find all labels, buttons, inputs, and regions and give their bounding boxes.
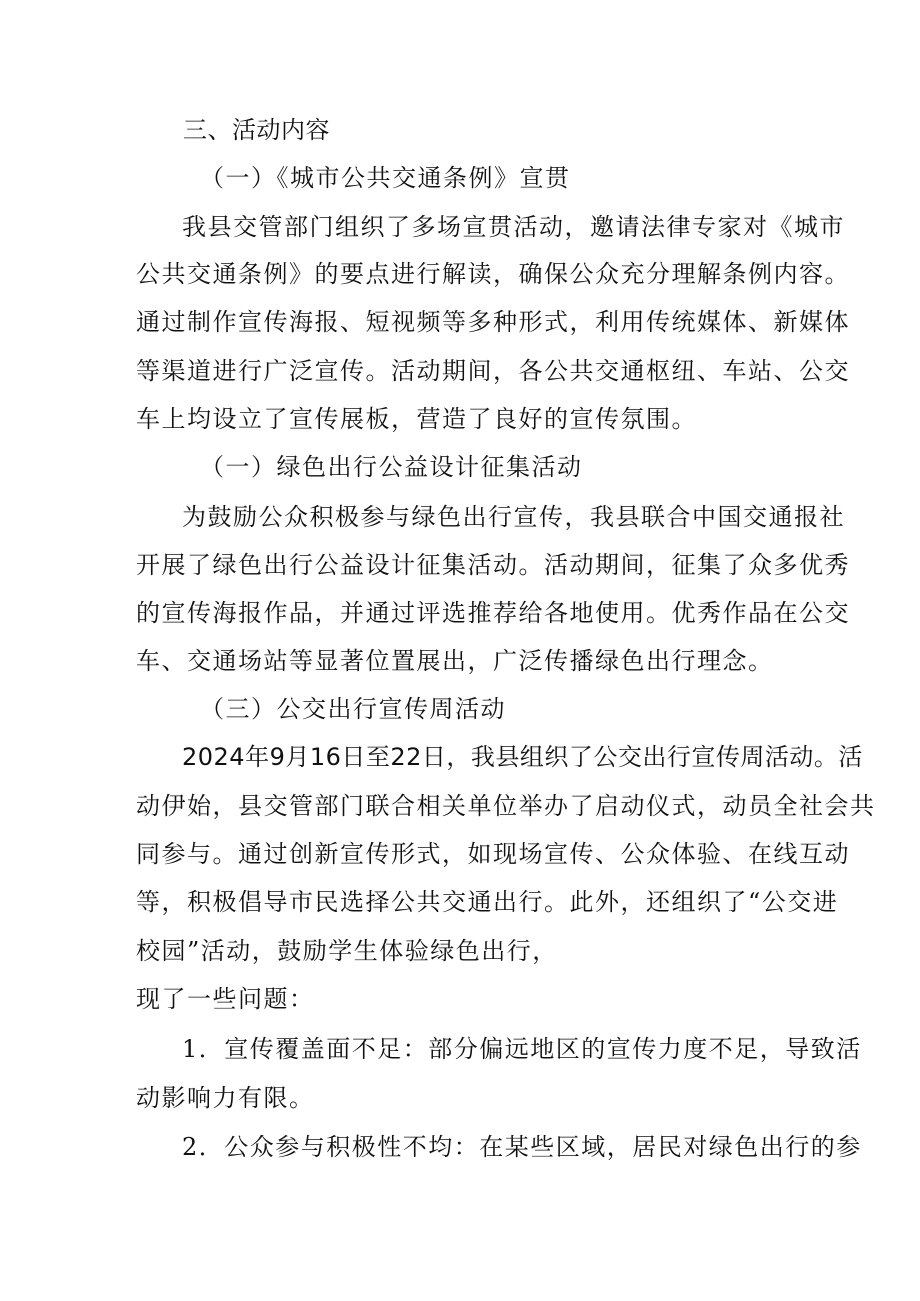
- paragraph-3-line-4: 等，积极倡导市民选择公共交通出行。此外，还组织了“公交进: [136, 888, 839, 916]
- subsection-title-3: （三）公交出行宣传周活动: [200, 695, 506, 723]
- problem-1-line-2: 动影响力有限。: [136, 1084, 315, 1112]
- paragraph-3-line-3: 同参与。通过创新宣传形式，如现场宣传、公众体验、在线互动: [136, 840, 850, 868]
- paragraph-3-line-5: 校园”活动，鼓励学生体验绿色出行，: [136, 937, 558, 965]
- subsection-title-1: （一）《城市公共交通条例》宣贯: [200, 164, 571, 192]
- paragraph-3-line-1: 2024年9月16日至22日，我县组织了公交出行宣传周活动。活: [182, 743, 863, 771]
- paragraph-2-line-1: 为鼓励公众积极参与绿色出行宣传，我县联合中国交通报社: [182, 503, 845, 531]
- subsection-title-2: （一）绿色出行公益设计征集活动: [200, 453, 583, 481]
- problems-intro: 现了一些问题：: [136, 985, 315, 1013]
- paragraph-2-line-2: 开展了绿色出行公益设计征集活动。活动期间，征集了众多优秀: [136, 551, 850, 579]
- problem-1-line-1: 1．宣传覆盖面不足：部分偏远地区的宣传力度不足，导致活: [182, 1035, 862, 1063]
- paragraph-2-line-3: 的宣传海报作品，并通过评选推荐给各地使用。优秀作品在公交: [136, 599, 850, 627]
- paragraph-1-line-1: 我县交管部门组织了多场宣贯活动，邀请法律专家对《城市: [182, 213, 845, 241]
- section-title: 三、活动内容: [183, 116, 330, 144]
- paragraph-1-line-4: 等渠道进行广泛宣传。活动期间，各公共交通枢纽、车站、公交: [136, 357, 850, 385]
- paragraph-1-line-5: 车上均设立了宣传展板，营造了良好的宣传氛围。: [136, 405, 697, 433]
- paragraph-3-line-2: 动伊始，县交管部门联合相关单位举办了启动仪式，动员全社会共: [136, 792, 876, 820]
- problem-2-line-1: 2．公众参与积极性不均：在某些区域，居民对绿色出行的参: [182, 1133, 862, 1161]
- paragraph-1-line-3: 通过制作宣传海报、短视频等多种形式，利用传统媒体、新媒体: [136, 308, 850, 336]
- paragraph-1-line-2: 公共交通条例》的要点进行解读，确保公众充分理解条例内容。: [136, 260, 850, 288]
- paragraph-2-line-4: 车、交通场站等显著位置展出，广泛传播绿色出行理念。: [136, 647, 774, 675]
